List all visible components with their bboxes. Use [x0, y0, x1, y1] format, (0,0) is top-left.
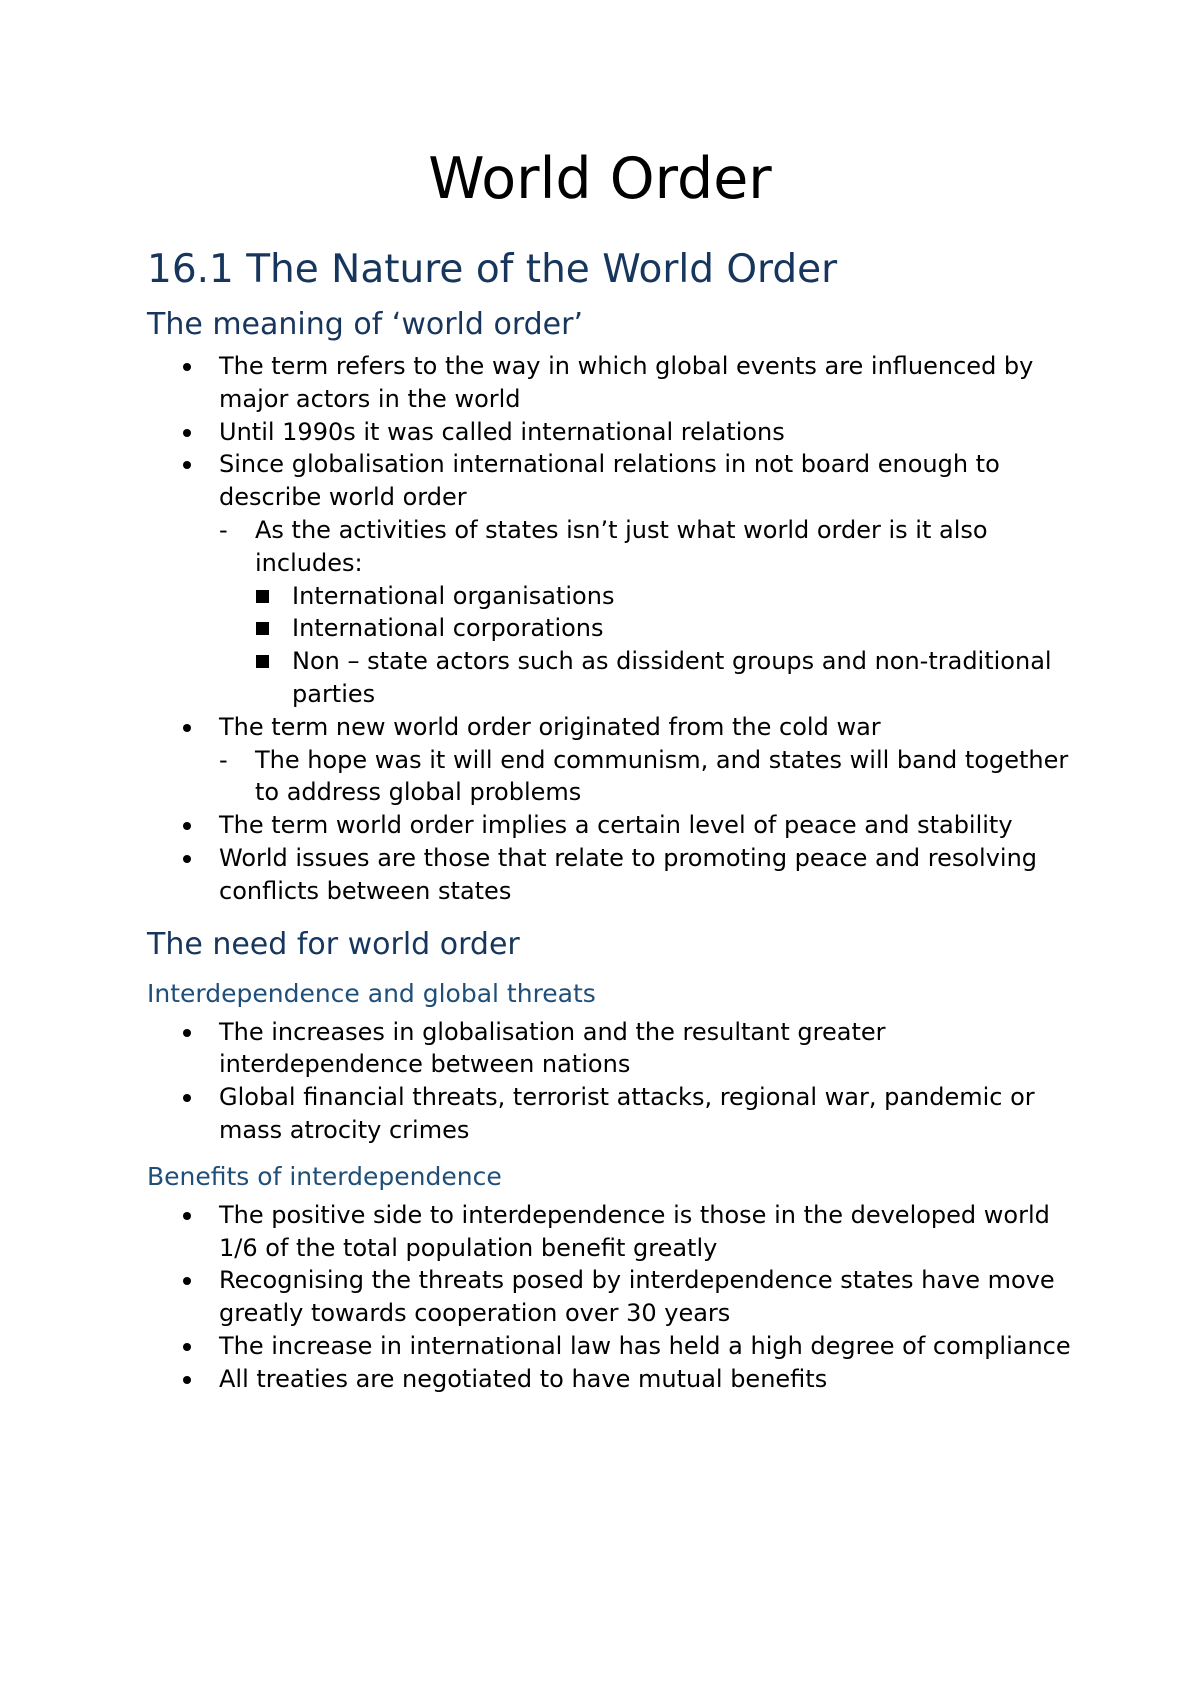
nested-square-list	[255, 580, 1087, 711]
list-item-text: All treaties are negotiated to have mutual benefits	[219, 1364, 828, 1393]
nested-dash-list	[219, 514, 1087, 711]
list-item	[147, 448, 1087, 710]
meaning-bullet-list	[147, 350, 1087, 908]
bullet-square-icon	[256, 655, 269, 668]
list-item-text: The term new world order originated from the cold war	[219, 712, 881, 741]
subsection-heading-benefits: Benefits of interdependence	[147, 1161, 502, 1191]
list-item	[219, 744, 1087, 810]
list-item	[147, 416, 1087, 449]
list-item-text: Until 1990s it was called international relations	[219, 417, 785, 446]
nested-dash-list	[219, 744, 1087, 810]
list-item-text: International corporations	[292, 614, 604, 643]
list-item	[147, 1330, 1087, 1363]
bullet-square-icon	[256, 590, 269, 603]
list-item	[255, 645, 1087, 711]
bullet-square-icon	[256, 622, 269, 635]
document-body	[147, 246, 1087, 1396]
list-item-text: Since globalisation international relations in not board enough to describe world order	[219, 450, 1000, 512]
list-item	[147, 350, 1087, 416]
bullet-dot-icon	[183, 1029, 191, 1037]
bullet-dot-icon	[183, 1343, 191, 1351]
list-item-text: The increases in globalisation and the resultant greater interdependence between nations	[219, 1017, 886, 1079]
dash-marker: -	[219, 515, 228, 544]
list-item-text: The positive side to interdependence is those in the developed world 1/6 of the total population benefit greatly	[219, 1200, 1050, 1262]
list-item	[147, 1264, 1087, 1330]
section-heading-need: The need for world order	[147, 926, 520, 962]
list-item-text: The term world order implies a certain level of peace and stability	[219, 811, 1013, 840]
list-item	[219, 514, 1087, 711]
list-item-text: As the activities of states isn’t just what world order is it also includes:	[255, 515, 988, 577]
list-item-text: Non – state actors such as dissident groups and non-traditional parties	[292, 647, 1052, 708]
interdependence-bullet-list	[147, 1016, 1087, 1147]
list-item-text: The term refers to the way in which global events are influenced by major actors in the world	[219, 352, 1034, 413]
list-item	[147, 1081, 1087, 1147]
list-item-text: Recognising the threats posed by interdependence states have move greatly towards cooperation over 30 years	[219, 1266, 1055, 1328]
list-item	[147, 1199, 1087, 1265]
bullet-dot-icon	[183, 822, 191, 830]
list-item	[147, 711, 1087, 809]
list-item	[147, 1363, 1087, 1396]
subsection-heading-interdependence: Interdependence and global threats	[147, 978, 596, 1008]
bullet-dot-icon	[183, 1094, 191, 1102]
bullet-dot-icon	[183, 429, 191, 437]
list-item	[255, 580, 1087, 613]
list-item-text: International organisations	[292, 581, 615, 610]
chapter-heading: 16.1 The Nature of the World Order	[147, 247, 838, 292]
bullet-dot-icon	[183, 1376, 191, 1384]
bullet-dot-icon	[183, 363, 191, 371]
bullet-dot-icon	[183, 461, 191, 469]
list-item	[255, 612, 1087, 645]
list-item	[147, 809, 1087, 842]
section-heading-meaning: The meaning of ‘world order’	[147, 307, 583, 342]
dash-marker: -	[219, 745, 228, 774]
list-item-text: World issues are those that relate to promoting peace and resolving conflicts between states	[219, 843, 1038, 905]
benefits-bullet-list	[147, 1199, 1087, 1396]
list-item	[147, 1016, 1087, 1082]
document-title: World Order	[428, 146, 772, 212]
list-item-text: Global financial threats, terrorist attacks, regional war, pandemic or mass atrocity crimes	[219, 1083, 1035, 1144]
bullet-dot-icon	[183, 1277, 191, 1285]
list-item-text: The increase in international law has held a high degree of compliance	[219, 1331, 1071, 1360]
list-item-text: The hope was it will end communism, and states will band together to address global problems	[255, 745, 1069, 807]
bullet-dot-icon	[183, 724, 191, 732]
bullet-dot-icon	[183, 855, 191, 863]
bullet-dot-icon	[183, 1212, 191, 1220]
list-item	[147, 842, 1087, 908]
